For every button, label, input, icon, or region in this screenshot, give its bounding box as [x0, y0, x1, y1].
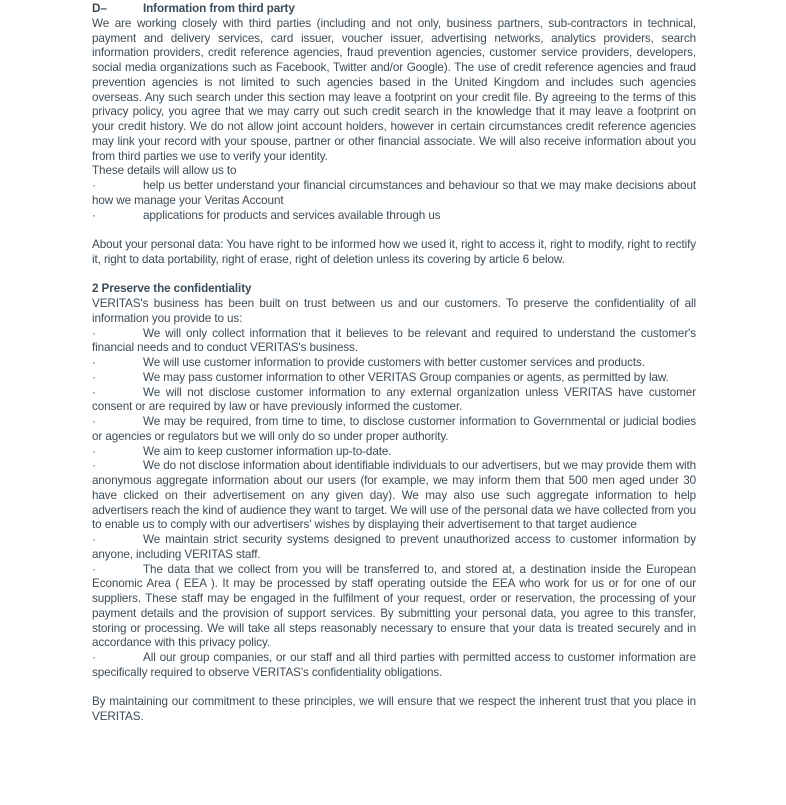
bullet-marker: · — [92, 208, 96, 222]
bullet-item — [92, 415, 696, 445]
section-d-heading — [92, 2, 696, 17]
bullet-text: We may be required, from time to time, to disclose customer information to Governmental or judicial bodies or agencies or regulators but we will only do so under proper authority. — [92, 415, 696, 443]
bullet-marker: · — [92, 459, 96, 473]
bullet-item — [92, 386, 696, 416]
bullet-item — [92, 327, 696, 357]
bullet-item — [92, 533, 696, 563]
bullet-marker: · — [92, 326, 96, 340]
bullet-item — [92, 209, 696, 224]
bullet-item — [92, 179, 696, 209]
bullet-text: help us better understand your financial circumstances and behaviour so that we may make decisions about how we manage your Veritas Account — [92, 179, 696, 207]
bullet-item — [92, 459, 696, 533]
bullet-text: We maintain strict security systems designed to prevent unauthorized access to customer information by anyone, including VERITAS staff. — [92, 533, 696, 561]
bullet-marker: · — [92, 356, 96, 369]
bullet-marker: · — [92, 533, 96, 546]
bullet-item — [92, 371, 696, 386]
bullet-text: The data that we collect from you will be transferred to, and stored at, a destination inside the European Economic Area ( EEA ). It may be processed by staff operating outside the EEA who work for us or for one of our suppliers. These staff may be engaged in the fulfilment of your request, order or reservation, the processing of your payment details and the provision of support services. By submitting your personal data, you agree to this transfer, storing or processing. We will take all steps reasonably necessary to ensure that your data is treated securely and in accordance with this privacy policy. — [92, 562, 696, 650]
bullet-marker: · — [92, 651, 96, 664]
section-2-intro-paragraph: VERITAS's business has been built on trust between us and our customers. To preserve the confidentiality of all information you provide to us: — [92, 297, 696, 325]
bullet-text: We may pass customer information to other VERITAS Group companies or agents, as permitted by law. — [143, 370, 669, 384]
blank-line — [92, 681, 696, 696]
section-d-intro-paragraph: We are working closely with third parties (including and not only, business partners, sub-contractors in technical, payment and delivery services, card issuer, voucher issuer, advertising networks, analytics providers, search information providers, credit reference agencies, fraud prevention agencies, customer service providers, developers, social media organizations such as Facebook, Twitter and/or Google). The use of credit reference agencies and fraud prevention agencies is not limited to such agencies based in the United Kingdom and includes such agencies overseas. Any such search under this section may leave a footprint on your credit file. By agreeing to the terms of this privacy policy, you agree that we may carry out such credit search in the knowledge that it may leave a footprint on your credit history. We do not allow joint account holders, however in certain circumstances credit reference agencies may link your record with your spouse, partner or other financial associate. We will also receive information about you from third parties we use to verify your identity. — [92, 16, 696, 163]
closing-paragraph: By maintaining our commitment to these principles, we will ensure that we respect the inherent trust that you place in VERITAS. — [92, 695, 696, 723]
bullet-marker: · — [92, 385, 96, 399]
bullet-marker: · — [92, 370, 96, 384]
bullet-marker: · — [92, 444, 96, 458]
bullet-marker: · — [92, 562, 96, 576]
bullet-marker: · — [92, 415, 96, 428]
blank-line — [92, 223, 696, 238]
bullet-text: All our group companies, or our staff and all third parties with permitted access to customer information are specifically required to observe VERITAS's confidentiality obligations. — [92, 651, 696, 679]
section-d-heading-label: D– — [92, 2, 107, 15]
blank-line — [92, 268, 696, 283]
bullet-text: We will not disclose customer information to any external organization unless VERITAS have customer consent or are required by law or have previously informed the customer. — [92, 385, 696, 414]
personal-data-paragraph: About your personal data: You have right to be informed how we used it, right to access it, right to modify, right to rectify it, right to data portability, right of erase, right of deletion unless its covering by article 6 below. — [92, 238, 696, 266]
bullet-text: applications for products and services available through us — [143, 208, 441, 222]
bullet-text: We will only collect information that it believes to be relevant and required to understand the customer's financial needs and to conduct VERITAS's business. — [92, 326, 696, 355]
bullet-text: We do not disclose information about identifiable individuals to our advertisers, but we may provide them with anonymous aggregate information about our users (for example, we may inform them that 500 men aged under 30 have clicked on their advertisement on any given day). We may also use such aggregate information to help advertisers reach the kind of audience they want to target. We will use of the personal data we have collected from you to enable us to comply with our advertisers' wishes by displaying their advertisement to that target audience — [92, 459, 696, 532]
bullet-marker: · — [92, 179, 96, 192]
bullet-item — [92, 651, 696, 681]
bullet-text: We will use customer information to provide customers with better customer services and products. — [143, 356, 645, 369]
bullet-text: We aim to keep customer information up-to-date. — [143, 444, 392, 458]
bullet-item — [92, 563, 696, 652]
bullet-item — [92, 356, 696, 371]
section-d-heading-title: Information from third party — [143, 2, 295, 15]
privacy-policy-text — [92, 2, 696, 725]
bullet-item — [92, 445, 696, 460]
section-d-lead-in: These details will allow us to — [92, 164, 237, 178]
section-2-heading: 2 Preserve the confidentiality — [92, 282, 252, 296]
